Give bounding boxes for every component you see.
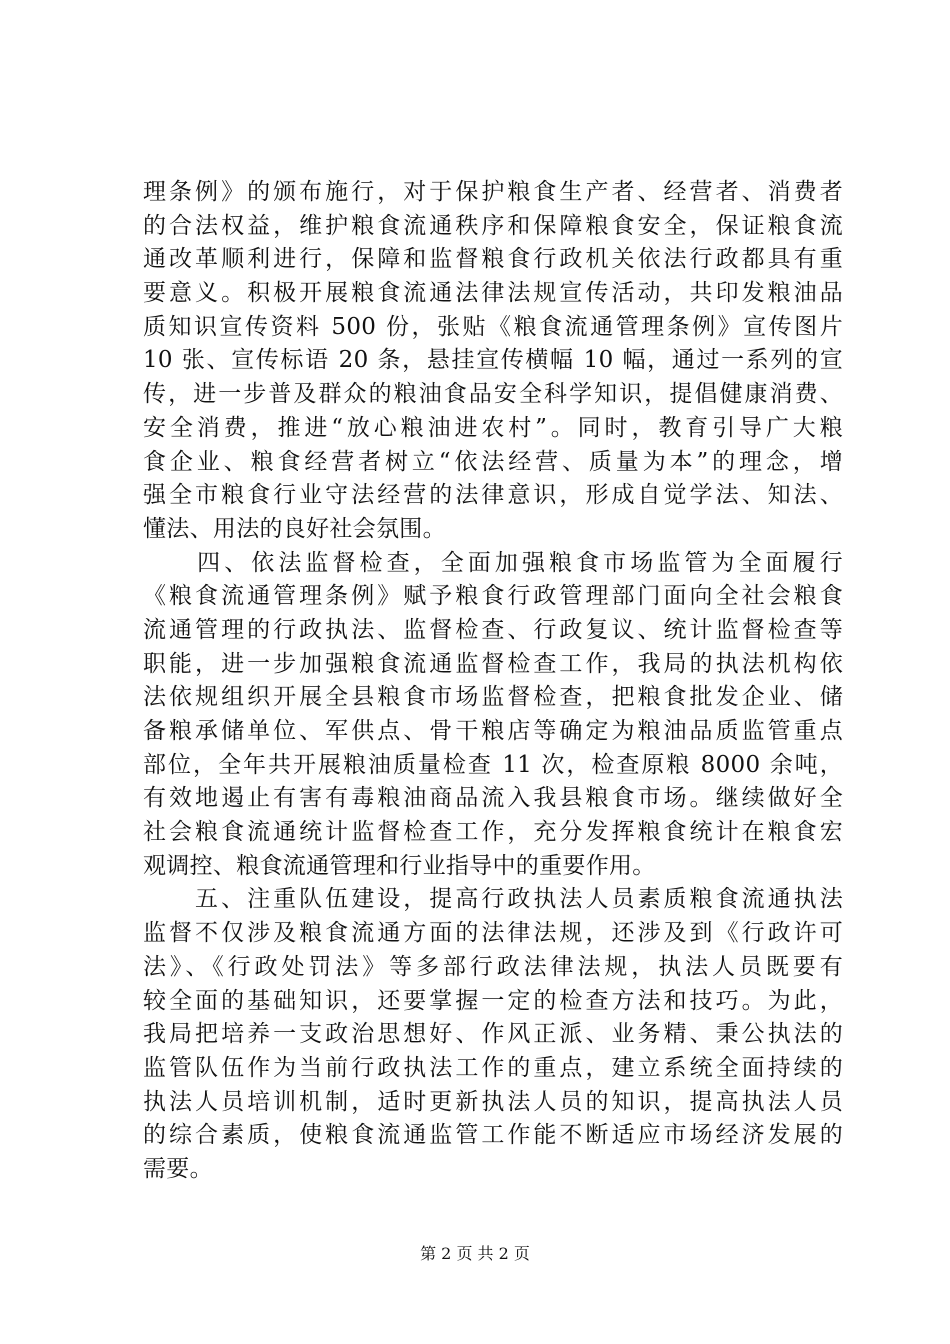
text-line: 社会粮食流通统计监督检查工作，充分发挥粮食统计在粮食宏 bbox=[143, 819, 843, 846]
text-line: 质知识宣传资料 500 份，张贴《粮食流通管理条例》宣传图片 bbox=[143, 313, 843, 340]
text-line: 流通管理的行政执法、监督检查、行政复议、统计监督检查等 bbox=[143, 616, 843, 643]
body-text bbox=[143, 176, 843, 1187]
text-line: 的合法权益，维护粮食流通秩序和保障粮食安全，保证粮食流 bbox=[143, 212, 843, 239]
text-line: 需要。 bbox=[143, 1155, 213, 1182]
text-line: 职能，进一步加强粮食流通监督检查工作，我局的执法机构依 bbox=[143, 650, 843, 677]
text-line: 部位，全年共开展粮油质量检查 11 次，检查原粮 8000 余吨， bbox=[143, 751, 843, 778]
text-line: 食企业、粮食经营者树立“依法经营、质量为本”的理念，增 bbox=[143, 448, 843, 475]
text-line: 执法人员培训机制，适时更新执法人员的知识，提高执法人员 bbox=[143, 1088, 843, 1115]
text-line: 我局把培养一支政治思想好、作风正派、业务精、秉公执法的 bbox=[143, 1021, 843, 1048]
text-line: 有效地遏止有害有毒粮油商品流入我县粮食市场。继续做好全 bbox=[143, 785, 843, 812]
page-footer: 第 2 页 共 2 页 bbox=[420, 1244, 530, 1263]
text-line: 理条例》的颁布施行，对于保护粮食生产者、经营者、消费者 bbox=[143, 179, 843, 205]
text-line: 观调控、粮食流通管理和行业指导中的重要作用。 bbox=[143, 852, 656, 879]
text-line: 四、依法监督检查，全面加强粮食市场监管为全面履行 bbox=[143, 549, 843, 576]
text-line: 监督不仅涉及粮食流通方面的法律法规，还涉及到《行政许可 bbox=[143, 920, 843, 947]
text-line: 的综合素质，使粮食流通监管工作能不断适应市场经济发展的 bbox=[143, 1122, 843, 1149]
text-line: 强全市粮食行业守法经营的法律意识，形成自觉学法、知法、 bbox=[143, 482, 843, 509]
text-line: 通改革顺利进行，保障和监督粮食行政机关依法行政都具有重 bbox=[143, 246, 843, 273]
text-line: 五、注重队伍建设，提高行政执法人员素质粮食流通执法 bbox=[143, 886, 843, 913]
text-line: 安全消费，推进“放心粮油进农村”。同时，教育引导广大粮 bbox=[143, 414, 843, 441]
text-line: 法》、《行政处罚法》等多部行政法律法规，执法人员既要有 bbox=[143, 953, 843, 980]
text-line: 懂法、用法的良好社会氛围。 bbox=[143, 515, 446, 542]
text-line: 传，进一步普及群众的粮油食品安全科学知识，提倡健康消费、 bbox=[143, 381, 843, 408]
text-line: 要意义。积极开展粮食流通法律法规宣传活动，共印发粮油品 bbox=[143, 280, 843, 307]
text-line: 10 张、宣传标语 20 条，悬挂宣传横幅 10 幅，通过一系列的宣 bbox=[143, 347, 843, 374]
text-line: 法依规组织开展全县粮食市场监督检查，把粮食批发企业、储 bbox=[143, 684, 843, 711]
text-line: 《粮食流通管理条例》赋予粮食行政管理部门面向全社会粮食 bbox=[143, 583, 843, 610]
text-line: 监管队伍作为当前行政执法工作的重点，建立系统全面持续的 bbox=[143, 1054, 843, 1081]
text-line: 备粮承储单位、军供点、骨干粮店等确定为粮油品质监管重点 bbox=[143, 718, 843, 744]
text-line: 较全面的基础知识，还要掌握一定的检查方法和技巧。为此， bbox=[143, 987, 843, 1014]
